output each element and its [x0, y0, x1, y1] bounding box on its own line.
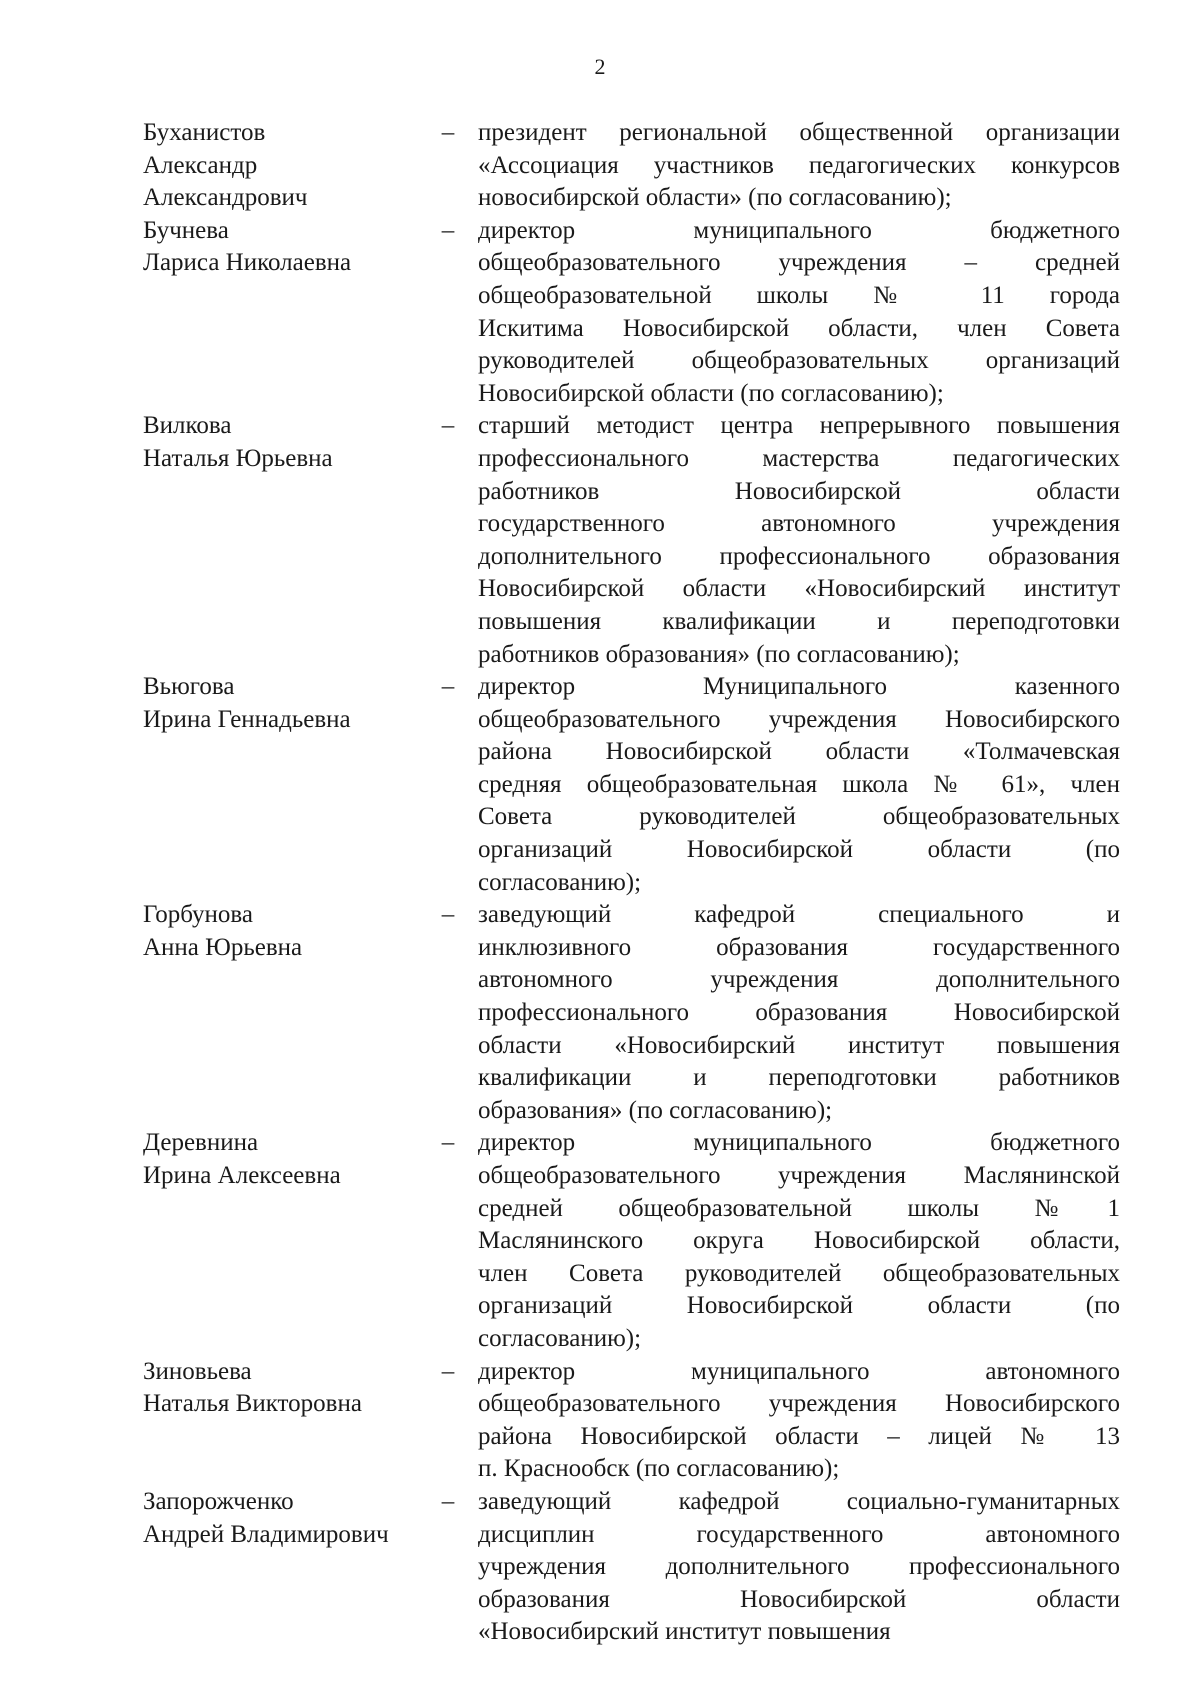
member-entry [143, 215, 1133, 411]
position-line: п. Краснообск (по согласованию); [478, 1455, 840, 1483]
position-line: Искитима Новосибирской области, член Совета [478, 314, 1120, 342]
page-number: 2 [594, 54, 606, 79]
position-line: общеобразовательного учреждения Маслянинской [478, 1162, 1120, 1189]
member-entry [143, 117, 1133, 215]
position-line: дополнительного профессионального образования [478, 542, 1120, 570]
position-line: директор Муниципального казенного [478, 673, 1120, 701]
member-given-name: Ирина Алексеевна [143, 1162, 341, 1189]
position-line: заведующий кафедрой специального и [478, 901, 1120, 929]
position-line: Совета руководителей общеобразовательных [478, 803, 1120, 831]
position-line: общеобразовательного учреждения Новосибирского [478, 1390, 1120, 1418]
member-position [478, 410, 1120, 671]
member-position [478, 1486, 1120, 1649]
member-name [143, 117, 423, 215]
member-position [478, 1356, 1120, 1486]
member-given-name: Ирина Геннадьевна [143, 705, 351, 733]
position-line: инклюзивного образования государственного [478, 933, 1120, 961]
member-entry [143, 1486, 1133, 1649]
position-line: общеобразовательного учреждения Новосибирского [478, 705, 1120, 733]
position-line: Маслянинского округа Новосибирской области, [478, 1227, 1120, 1255]
member-given-name: Александрович [143, 184, 308, 212]
position-line: образования» (по согласованию); [478, 1096, 833, 1124]
member-position [478, 671, 1120, 899]
member-entry [143, 410, 1133, 671]
position-line: образования Новосибирской области [478, 1585, 1120, 1613]
position-line: старший методист центра непрерывного повышения [478, 412, 1120, 440]
position-line: района Новосибирской области «Толмачевская [478, 738, 1120, 766]
position-line: общеобразовательного учреждения – средней [478, 249, 1120, 277]
position-line: организаций Новосибирской области (по [478, 1292, 1120, 1320]
member-dash: – [441, 216, 455, 244]
position-line: средняя общеобразовательная школа № 61», член [478, 770, 1120, 798]
member-position [478, 215, 1120, 411]
member-dash: – [441, 119, 455, 146]
member-given-name: Александр [143, 151, 258, 179]
position-line: Новосибирской области «Новосибирский институт [478, 575, 1120, 603]
position-line: квалификации и переподготовки работников [478, 1064, 1120, 1092]
position-line: работников образования» (по согласованию); [478, 640, 960, 668]
member-name [143, 410, 423, 475]
member-dash: – [441, 673, 455, 701]
position-line: руководителей общеобразовательных организаций [478, 347, 1120, 375]
member-given-name: Андрей Владимирович [143, 1520, 389, 1548]
position-line: работников Новосибирской области [478, 477, 1120, 505]
position-line: области «Новосибирский институт повышения [478, 1031, 1120, 1059]
member-name [143, 899, 423, 964]
position-line: заведующий кафедрой социально-гуманитарных [478, 1487, 1120, 1515]
member-dash: – [441, 1129, 455, 1157]
member-surname: Зиновьева [143, 1357, 252, 1385]
member-name [143, 671, 423, 736]
member-name [143, 1356, 423, 1421]
position-line: автономного учреждения дополнительного [478, 966, 1120, 994]
position-line: директор муниципального автономного [478, 1357, 1120, 1385]
position-line: организаций Новосибирской области (по [478, 836, 1120, 864]
position-line: согласованию); [478, 868, 642, 896]
member-position [478, 899, 1120, 1127]
position-line: профессионального мастерства педагогических [478, 444, 1120, 472]
position-line: профессионального образования Новосибирской [478, 999, 1120, 1027]
position-line: согласованию); [478, 1324, 642, 1352]
member-dash: – [441, 1357, 455, 1385]
position-line: директор муниципального бюджетного [478, 216, 1120, 244]
member-entry [143, 671, 1133, 899]
member-dash: – [441, 901, 455, 929]
position-line: средней общеобразовательной школы №1 [478, 1194, 1120, 1222]
position-line: района Новосибирской области – лицей № 13 [478, 1422, 1120, 1450]
position-line: государственного автономного учреждения [478, 510, 1120, 538]
commission-member-list [143, 117, 1133, 1649]
member-entry [143, 1356, 1133, 1486]
position-line: президент региональной общественной организации [478, 119, 1120, 146]
position-line: учреждения дополнительного профессионального [478, 1553, 1120, 1581]
member-position [478, 117, 1120, 215]
member-surname: Бучнева [143, 216, 229, 244]
member-given-name: Наталья Юрьевна [143, 444, 333, 472]
position-line: член Совета руководителей общеобразовательных [478, 1259, 1120, 1287]
member-name [143, 1486, 423, 1551]
member-name [143, 215, 423, 280]
position-line: новосибирской области» (по согласованию); [478, 184, 952, 212]
member-given-name: Лариса Николаевна [143, 249, 352, 277]
member-surname: Запорожченко [143, 1487, 294, 1515]
member-dash: – [441, 412, 455, 440]
member-dash: – [441, 1487, 455, 1515]
member-entry [143, 1127, 1133, 1355]
member-surname: Деревнина [143, 1129, 259, 1157]
position-line: повышения квалификации и переподготовки [478, 607, 1120, 635]
member-name [143, 1127, 423, 1192]
position-line: общеобразовательной школы № 11 города [478, 281, 1120, 309]
member-surname: Вилкова [143, 412, 232, 440]
position-line: директор муниципального бюджетного [478, 1129, 1120, 1157]
member-surname: Вьюгова [143, 673, 235, 701]
member-surname: Буханистов [143, 119, 266, 146]
member-given-name: Наталья Викторовна [143, 1390, 362, 1418]
member-position [478, 1127, 1120, 1355]
position-line: «Новосибирский институт повышения [478, 1618, 891, 1646]
member-entry [143, 899, 1133, 1127]
member-given-name: Анна Юрьевна [143, 933, 303, 961]
position-line: дисциплин государственного автономного [478, 1520, 1120, 1548]
member-surname: Горбунова [143, 901, 253, 929]
position-line: Новосибирской области (по согласованию); [478, 379, 944, 407]
position-line: «Ассоциация участников педагогических конкурсов [478, 151, 1120, 179]
